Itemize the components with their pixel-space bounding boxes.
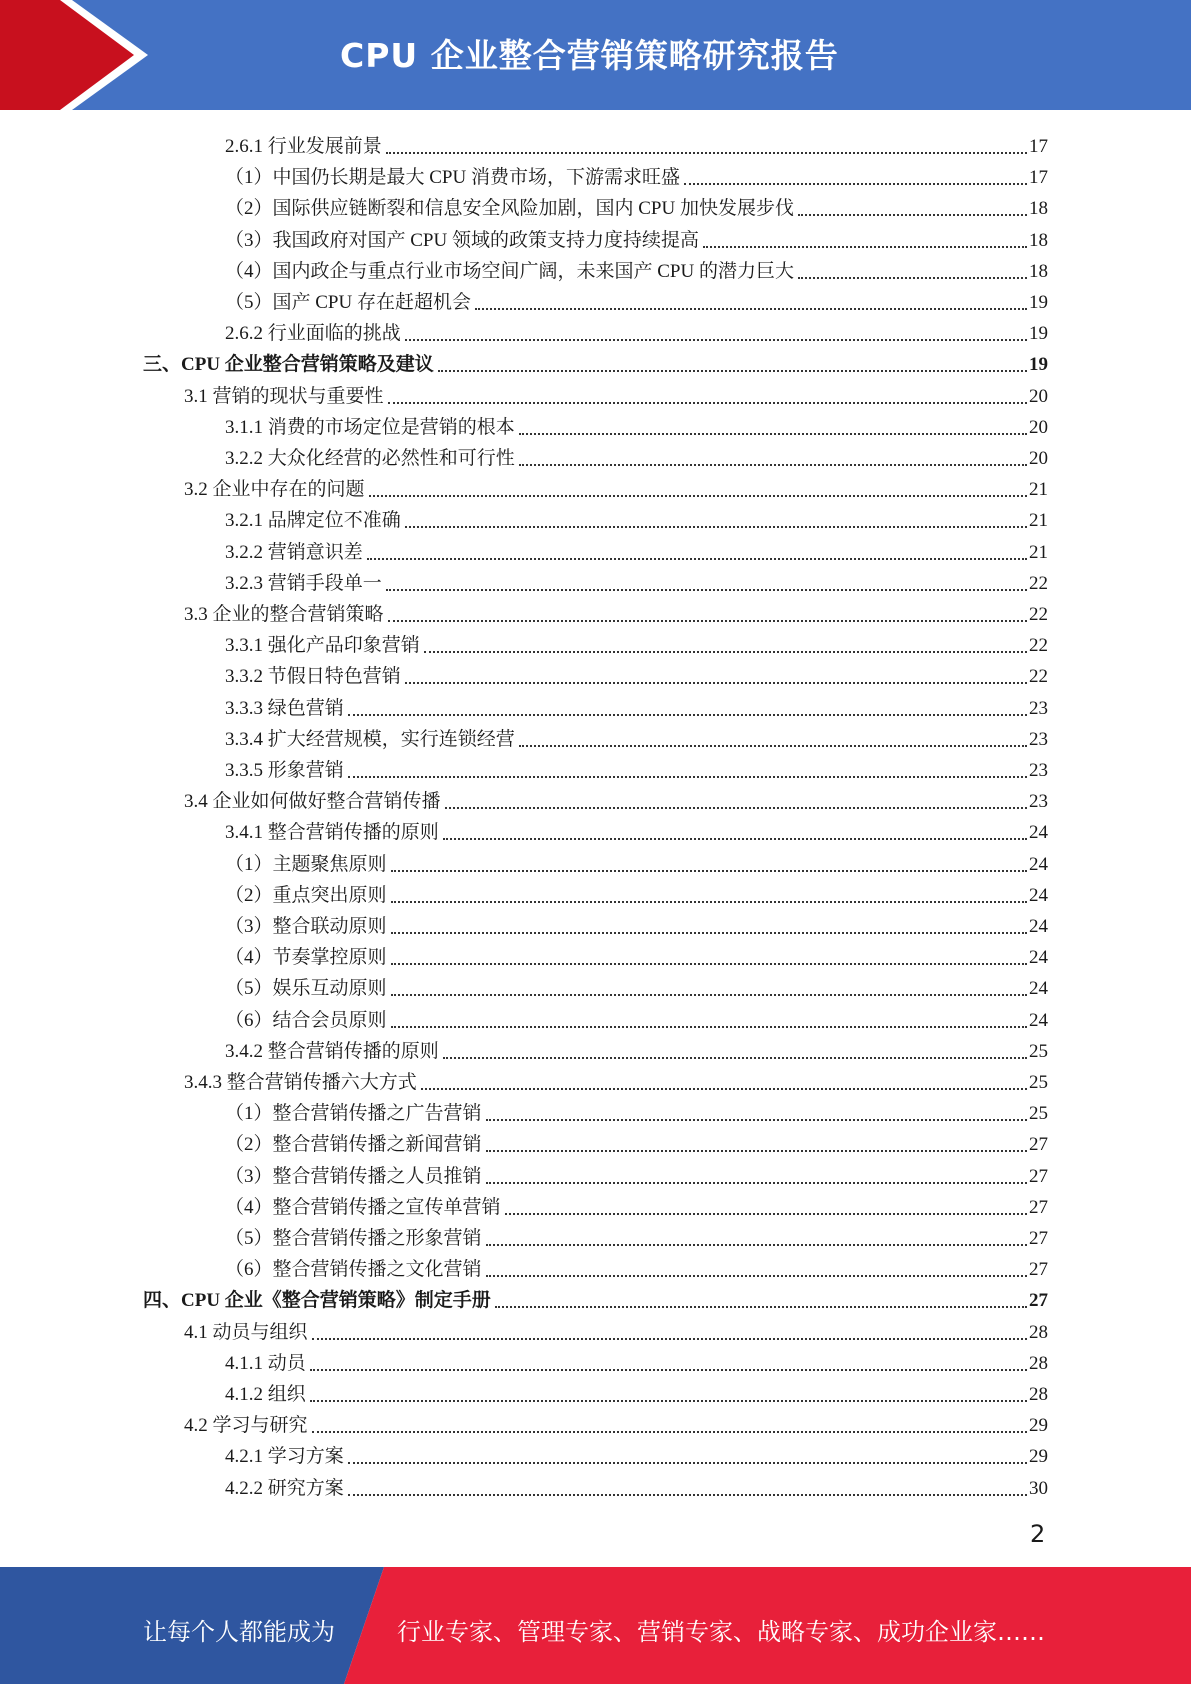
toc-entry-page: 21 [1029, 541, 1048, 563]
toc-entry-page: 27 [1029, 1196, 1048, 1218]
toc-entry-label: 3.3.5 形象营销 [225, 760, 344, 781]
toc-entry[interactable] [143, 1282, 1048, 1312]
toc-entry-page: 22 [1029, 666, 1048, 688]
toc-entry-page: 27 [1029, 1228, 1048, 1249]
report-title: CPU 企业整合营销策略研究报告 [340, 36, 839, 75]
toc-entry[interactable] [225, 1002, 1048, 1032]
toc-entry-label: 3.3.1 强化产品印象营销 [225, 635, 420, 657]
toc-leader-dots [475, 294, 1027, 310]
toc-leader-dots [369, 481, 1027, 497]
toc-entry[interactable] [184, 1407, 1048, 1437]
toc-entry-page: 24 [1029, 853, 1048, 875]
toc-leader-dots [798, 263, 1027, 279]
toc-entry-label: 3.4.1 整合营销传播的原则 [225, 822, 439, 844]
toc-entry[interactable] [184, 1314, 1048, 1344]
toc-entry-label: （5）国产 CPU 存在赶超机会 [225, 292, 471, 313]
toc-entry-page: 29 [1029, 1415, 1048, 1437]
toc-entry-label: 3.1 营销的现状与重要性 [184, 385, 384, 407]
toc-leader-dots [310, 1355, 1027, 1371]
toc-entry[interactable] [225, 1033, 1048, 1063]
toc-leader-dots [438, 356, 1027, 372]
toc-leader-dots [445, 793, 1027, 809]
toc-leader-dots [386, 138, 1027, 154]
toc-leader-dots [519, 419, 1027, 435]
toc-entry[interactable] [225, 534, 1048, 564]
toc-entry-label: 3.2 企业中存在的问题 [184, 479, 365, 501]
toc-leader-dots [703, 232, 1027, 248]
toc-entry[interactable] [225, 222, 1048, 252]
toc-entry[interactable] [225, 1158, 1048, 1188]
toc-entry-page: 21 [1029, 510, 1048, 532]
toc-entry-page: 19 [1029, 354, 1048, 376]
toc-entry[interactable] [184, 1064, 1048, 1094]
toc-entry[interactable] [225, 315, 1048, 345]
toc-entry[interactable] [225, 1345, 1048, 1375]
toc-entry[interactable] [184, 783, 1048, 813]
toc-entry[interactable] [225, 1251, 1048, 1281]
toc-entry-page: 27 [1029, 1134, 1048, 1156]
toc-entry-page: 20 [1029, 416, 1048, 438]
footer-slogan-left: 让每个人都能成为 [143, 1618, 335, 1646]
toc-entry-label: 3.4.3 整合营销传播六大方式 [184, 1072, 417, 1093]
toc-entry[interactable] [225, 721, 1048, 751]
toc-leader-dots [798, 200, 1027, 216]
toc-leader-dots [348, 1480, 1027, 1496]
toc-entry[interactable] [184, 471, 1048, 501]
toc-entry[interactable] [225, 190, 1048, 220]
toc-entry[interactable] [225, 1470, 1048, 1500]
footer-banner [0, 1567, 1191, 1684]
toc-entry-page: 20 [1029, 385, 1048, 407]
toc-leader-dots [386, 575, 1027, 591]
toc-entry[interactable] [225, 752, 1048, 782]
toc-entry-label: 3.4.2 整合营销传播的原则 [225, 1040, 439, 1062]
toc-entry-page: 28 [1029, 1352, 1048, 1374]
toc-entry-label: 3.2.3 营销手段单一 [225, 572, 382, 594]
toc-entry[interactable] [225, 814, 1048, 844]
toc-leader-dots [348, 1448, 1027, 1464]
toc-entry[interactable] [225, 1189, 1048, 1219]
toc-entry-page: 28 [1029, 1384, 1048, 1405]
toc-entry[interactable] [225, 627, 1048, 657]
toc-leader-dots [391, 918, 1027, 934]
toc-entry-label: 4.1.2 组织 [225, 1384, 306, 1405]
toc-leader-dots [405, 325, 1027, 341]
toc-entry-page: 25 [1029, 1040, 1048, 1062]
toc-entry-page: 25 [1029, 1103, 1048, 1125]
toc-entry-label: （2）整合营销传播之新闻营销 [225, 1134, 482, 1156]
toc-leader-dots [405, 668, 1027, 684]
header-banner [0, 0, 1191, 110]
toc-entry-page: 17 [1029, 167, 1048, 189]
toc-entry-label: （2）国际供应链断裂和信息安全风险加剧，国内 CPU 加快发展步伐 [225, 198, 794, 220]
toc-entry-page: 23 [1029, 697, 1048, 719]
toc-entry[interactable] [225, 409, 1048, 439]
toc-entry[interactable] [225, 1095, 1048, 1125]
toc-entry[interactable] [225, 1376, 1048, 1406]
toc-entry-label: 3.3 企业的整合营销策略 [184, 604, 384, 625]
toc-entry-label: 2.6.1 行业发展前景 [225, 136, 382, 157]
toc-entry-page: 19 [1029, 323, 1048, 345]
toc-entry-page: 28 [1029, 1321, 1048, 1343]
toc-entry[interactable] [225, 939, 1048, 969]
toc-entry-page: 22 [1029, 604, 1048, 625]
toc-entry-label: 四、CPU 企业《整合营销策略》制定手册 [143, 1290, 491, 1312]
toc-leader-dots [348, 762, 1027, 778]
toc-leader-dots [391, 1012, 1027, 1028]
toc-entry-page: 18 [1029, 260, 1048, 282]
toc-entry-page: 24 [1029, 884, 1048, 906]
toc-entry[interactable] [184, 596, 1048, 626]
toc-entry-label: （5）整合营销传播之形象营销 [225, 1228, 482, 1249]
toc-entry-label: （3）整合联动原则 [225, 916, 387, 937]
toc-leader-dots [388, 388, 1027, 404]
toc-entry-label: 3.1.1 消费的市场定位是营销的根本 [225, 416, 515, 438]
toc-leader-dots [486, 1136, 1027, 1152]
toc-entry-page: 18 [1029, 198, 1048, 220]
toc-entry-label: 三、CPU 企业整合营销策略及建议 [143, 354, 434, 376]
toc-entry[interactable] [225, 502, 1048, 532]
toc-leader-dots [486, 1168, 1027, 1184]
toc-entry[interactable] [225, 284, 1048, 314]
toc-entry-page: 20 [1029, 448, 1048, 469]
toc-entry-label: 4.1 动员与组织 [184, 1321, 308, 1343]
toc-entry[interactable] [225, 690, 1048, 720]
toc-entry-label: （4）节奏掌控原则 [225, 947, 387, 969]
toc-leader-dots [486, 1105, 1027, 1121]
toc-entry-label: （3）我国政府对国产 CPU 领域的政策支持力度持续提高 [225, 229, 699, 251]
toc-leader-dots [312, 1417, 1027, 1433]
toc-leader-dots [495, 1292, 1027, 1308]
toc-entry-label: 3.3.4 扩大经营规模，实行连锁经营 [225, 728, 515, 750]
toc-entry-label: 3.2.2 营销意识差 [225, 541, 363, 563]
toc-entry[interactable] [225, 846, 1048, 876]
toc-entry-label: （1）主题聚焦原则 [225, 853, 387, 875]
toc-entry-label: 4.2 学习与研究 [184, 1415, 308, 1437]
toc-leader-dots [391, 887, 1027, 903]
toc-entry-page: 23 [1029, 728, 1048, 750]
toc-entry-label: （4）国内政企与重点行业市场空间广阔，未来国产 CPU 的潜力巨大 [225, 260, 794, 282]
toc-entry-label: （4）整合营销传播之宣传单营销 [225, 1196, 501, 1218]
toc-entry-label: 3.2.2 大众化经营的必然性和可行性 [225, 448, 515, 469]
toc-entry-page: 27 [1029, 1259, 1048, 1281]
toc-entry-label: 3.4 企业如何做好整合营销传播 [184, 791, 441, 813]
toc-entry[interactable] [225, 565, 1048, 595]
toc-leader-dots [505, 1199, 1027, 1215]
toc-entry-page: 29 [1029, 1446, 1048, 1468]
toc-entry-label: （1）整合营销传播之广告营销 [225, 1103, 482, 1125]
toc-entry-label: 4.2.1 学习方案 [225, 1446, 344, 1468]
toc-entry-label: （5）娱乐互动原则 [225, 978, 387, 1000]
toc-entry-label: 3.2.1 品牌定位不准确 [225, 510, 401, 532]
toc-entry[interactable] [225, 128, 1048, 158]
toc-leader-dots [310, 1386, 1027, 1402]
toc-leader-dots [367, 544, 1027, 560]
toc-entry-page: 22 [1029, 572, 1048, 594]
toc-leader-dots [684, 169, 1027, 185]
toc-entry-page: 27 [1029, 1165, 1048, 1187]
toc-leader-dots [388, 606, 1027, 622]
toc-entry-label: 4.1.1 动员 [225, 1352, 306, 1374]
toc-entry-page: 23 [1029, 791, 1048, 813]
toc-leader-dots [424, 637, 1027, 653]
toc-entry[interactable] [225, 877, 1048, 907]
toc-entry-page: 25 [1029, 1072, 1048, 1093]
toc-leader-dots [312, 1324, 1027, 1340]
toc-entry[interactable] [225, 253, 1048, 283]
toc-entry-page: 17 [1029, 136, 1048, 157]
toc-entry-label: 3.3.2 节假日特色营销 [225, 666, 401, 688]
toc-entry-page: 24 [1029, 1009, 1048, 1031]
toc-entry-label: （3）整合营销传播之人员推销 [225, 1165, 482, 1187]
toc-entry-page: 27 [1029, 1290, 1048, 1312]
toc-entry[interactable] [225, 970, 1048, 1000]
toc-leader-dots [391, 980, 1027, 996]
toc-entry-page: 24 [1029, 916, 1048, 937]
toc-entry-page: 24 [1029, 947, 1048, 969]
toc-entry-page: 22 [1029, 635, 1048, 657]
toc-leader-dots [443, 824, 1027, 840]
toc-leader-dots [443, 1043, 1027, 1059]
toc-entry[interactable] [143, 346, 1048, 376]
toc-leader-dots [486, 1230, 1027, 1246]
toc-entry[interactable] [225, 1220, 1048, 1250]
toc-leader-dots [421, 1074, 1027, 1090]
page-number: 2 [1030, 1520, 1046, 1548]
toc-entry[interactable] [225, 658, 1048, 688]
toc-leader-dots [391, 856, 1027, 872]
toc-entry[interactable] [225, 159, 1048, 189]
toc-entry-label: （6）结合会员原则 [225, 1009, 387, 1031]
toc-leader-dots [391, 949, 1027, 965]
toc-entry[interactable] [225, 440, 1048, 470]
footer-slogan-right: 行业专家、管理专家、营销专家、战略专家、成功企业家…… [397, 1618, 1045, 1646]
toc-entry[interactable] [184, 378, 1048, 408]
toc-entry-page: 19 [1029, 292, 1048, 313]
toc-entry-page: 23 [1029, 760, 1048, 781]
toc-entry-label: （1）中国仍长期是最大 CPU 消费市场，下游需求旺盛 [225, 167, 680, 189]
toc-entry-page: 21 [1029, 479, 1048, 501]
toc-leader-dots [519, 450, 1027, 466]
toc-entry[interactable] [225, 908, 1048, 938]
toc-leader-dots [405, 512, 1027, 528]
toc-entry-label: （6）整合营销传播之文化营销 [225, 1259, 482, 1281]
toc-entry[interactable] [225, 1438, 1048, 1468]
toc-leader-dots [348, 700, 1027, 716]
toc-entry-page: 30 [1029, 1477, 1048, 1499]
toc-entry-label: （2）重点突出原则 [225, 884, 387, 906]
toc-entry-label: 2.6.2 行业面临的挑战 [225, 323, 401, 345]
toc-entry-label: 4.2.2 研究方案 [225, 1477, 344, 1499]
toc-leader-dots [486, 1261, 1027, 1277]
toc-entry-page: 24 [1029, 822, 1048, 844]
toc-leader-dots [519, 731, 1027, 747]
toc-entry-page: 18 [1029, 229, 1048, 251]
toc-entry-label: 3.3.3 绿色营销 [225, 697, 344, 719]
toc-entry[interactable] [225, 1126, 1048, 1156]
toc-entry-page: 24 [1029, 978, 1048, 1000]
